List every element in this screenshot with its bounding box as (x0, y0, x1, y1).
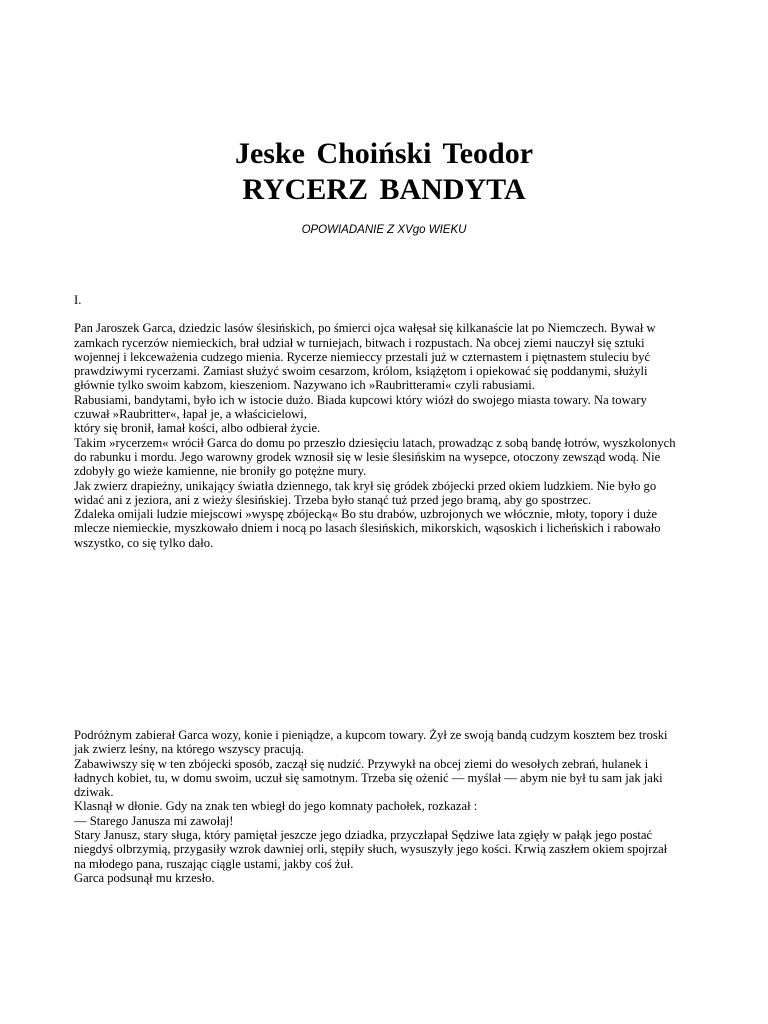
text-line: Zabawiwszy się w ten zbójecki sposób, zaczął się nudzić. Przywykł na obcej ziemi do wesołych zebrań, hulanek i (74, 756, 649, 771)
text-line: głównie tylko swoim kabzom, kieszeniom. Nazywano ich »Raubritterami« czyli rabusiami. (74, 378, 535, 393)
text-line: Klasnął w dłonie. Gdy na znak ten wbiegł do jego komnaty pachołek, rozkazał : (74, 799, 478, 814)
text-line: widać ani z jeziora, ani z wieży ślesińskiej. Trzeba było stanąć tuż przed jego bramą, aby go spostrzec. (74, 492, 592, 507)
text-line: ładnych kobiet, tu, w domu swoim, uczuł się samotnym. Trzeba się ożenić — myślał — abym nie był tu sam jak jaki (74, 770, 663, 785)
text-line: wojennej i lekceważenia cudzego mienia. Rycerze niemieccy przestali już w czternastem i piętnastem stuleciu być (74, 349, 651, 364)
text-line: Zdaleka omijali ludzie miejscowi »wyspę zbójecką« Bo stu drabów, uzbrojonych we włócznie, młoty, topory i duże (74, 507, 658, 522)
text-line: Podróżnym zabierał Garca wozy, konie i pieniądze, a kupcom towary. Żył ze swoją bandą cudzym kosztem bez troski (74, 728, 668, 742)
text-line: mlecze niemieckie, myszkowało dniem i nocą po lasach ślesińskich, mikorskich, wąsoskich i licheńskich i rabowało (74, 521, 661, 536)
text-line: do rabunku i mordu. Jego warowny grodek wznosił się w lesie ślesińskim na wysepce, otoczony zewsząd wodą. Nie (74, 449, 661, 464)
body-section-1 (74, 293, 704, 550)
text-line: wszystko, co się tylko dało. (74, 535, 214, 550)
chapter-number: I. (74, 293, 82, 307)
text-line: dziwak. (74, 785, 114, 800)
text-line: Rabusiami, bandytami, było ich w istocie dużo. Biada kupcowi który wiózł do swojego miasta towary. Na towary (74, 392, 647, 407)
text-line: prawdziwymi rycerzami. Zamiast służyć swoim cesarzom, królom, książętom i opiekować się poddanymi, służyli (74, 364, 648, 379)
text-line: na młodego pana, ruszając ciągle ustami, jakby coś żuł. (74, 856, 354, 871)
text-line: zdobyły go wieże kamienne, nie broniły go potężne mury. (74, 464, 367, 479)
text-line: który się bronił, łamał kości, albo odbierał życie. (74, 421, 321, 436)
text-line: niegdyś olbrzymią, przygasiły wzrok dawniej orli, stępiły słuch, wysuszyły jego kości. Krwią zaszłem okiem spojrzał (74, 842, 668, 857)
text-line: Stary Janusz, stary sługa, który pamiętał jeszcze jego dziadka, przyczłapał Sędziwe lata zgięły w pałąk jego postać (74, 828, 653, 843)
author-heading: Jeske Choiński Teodor (234, 137, 534, 170)
text-line: czuwał »Raubritter«, łapał je, a właścicielowi, (74, 407, 307, 422)
body-section-2 (74, 728, 704, 885)
text-line: Takim »rycerzem« wrócił Garca do domu po przeszło dziesięciu latach, prowadząc z sobą bandę łotrów, wyszkolonych (74, 435, 676, 450)
text-line: jak zwierz leśny, na którego wszyscy pracują. (74, 742, 304, 757)
subtitle: OPOWIADANIE Z XVgo WIEKU (301, 224, 467, 236)
text-line: zamkach rycerzów niemieckich, brał udział w turniejach, bitwach i rozpustach. Na obcej ziemi nauczył się sztuki (74, 335, 645, 350)
title-heading: RYCERZ BANDYTA (242, 173, 526, 206)
text-line: Jak zwierz drapieżny, unikający światła dziennego, tak krył się gródek zbójecki przed okiem ludzkiem. Nie było go (74, 478, 657, 493)
text-line: Garca podsunął mu krzesło. (74, 870, 215, 885)
text-line: — Starego Janusza mi zawołaj! (74, 813, 234, 828)
text-line: Pan Jaroszek Garca, dziedzic lasów ślesińskich, po śmierci ojca wałęsał się kilkanaście lat po Niemczech. Bywał w (74, 321, 656, 336)
